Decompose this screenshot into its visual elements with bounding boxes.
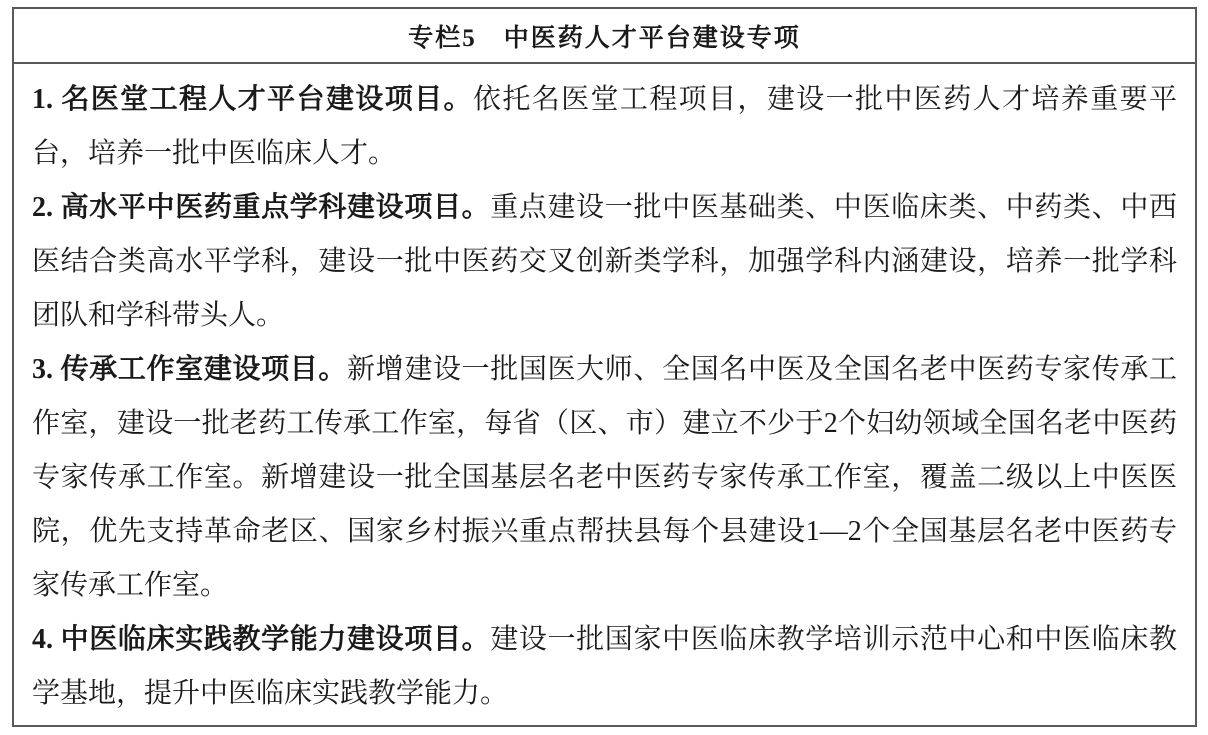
column-body (14, 64, 1195, 721)
paragraph-4-lead: 4. 中医临床实践教学能力建设项目。 (32, 624, 491, 655)
column-box (12, 7, 1197, 727)
paragraph-1-text: 依托名医堂工程项目，建设一批中医药人才培养重要平台，培养一批中医临床人才。 (32, 84, 1177, 169)
paragraph-4 (32, 613, 1177, 721)
paragraph-2-text: 重点建设一批中医基础类、中医临床类、中药类、中西医结合类高水平学科，建设一批中医药交叉创新类学科，加强学科内涵建设，培养一批学科团队和学科带头人。 (32, 192, 1177, 331)
paragraph-3-text: 新增建设一批国医大师、全国名中医及全国名老中医药专家传承工作室，建设一批老药工传承工作室，每省（区、市）建立不少于2个妇幼领域全国名老中医药专家传承工作室。新增建设一批全国基层名老中医药专家传承工作室，覆盖二级以上中医医院，优先支持革命老区、国家乡村振兴重点帮扶县每个县建设1—2个全国基层名老中医药专家传承工作室。 (32, 354, 1177, 601)
paragraph-2-lead: 2. 高水平中医药重点学科建设项目。 (32, 192, 491, 223)
paragraph-1 (32, 73, 1177, 181)
paragraph-3 (32, 343, 1177, 613)
column-title: 专栏5 中医药人才平台建设专项 (14, 9, 1195, 64)
paragraph-2 (32, 181, 1177, 343)
paragraph-3-lead: 3. 传承工作室建设项目。 (32, 354, 348, 385)
paragraph-4-text: 建设一批国家中医临床教学培训示范中心和中医临床教学基地，提升中医临床实践教学能力。 (32, 624, 1177, 709)
paragraph-1-lead: 1. 名医堂工程人才平台建设项目。 (32, 84, 473, 115)
